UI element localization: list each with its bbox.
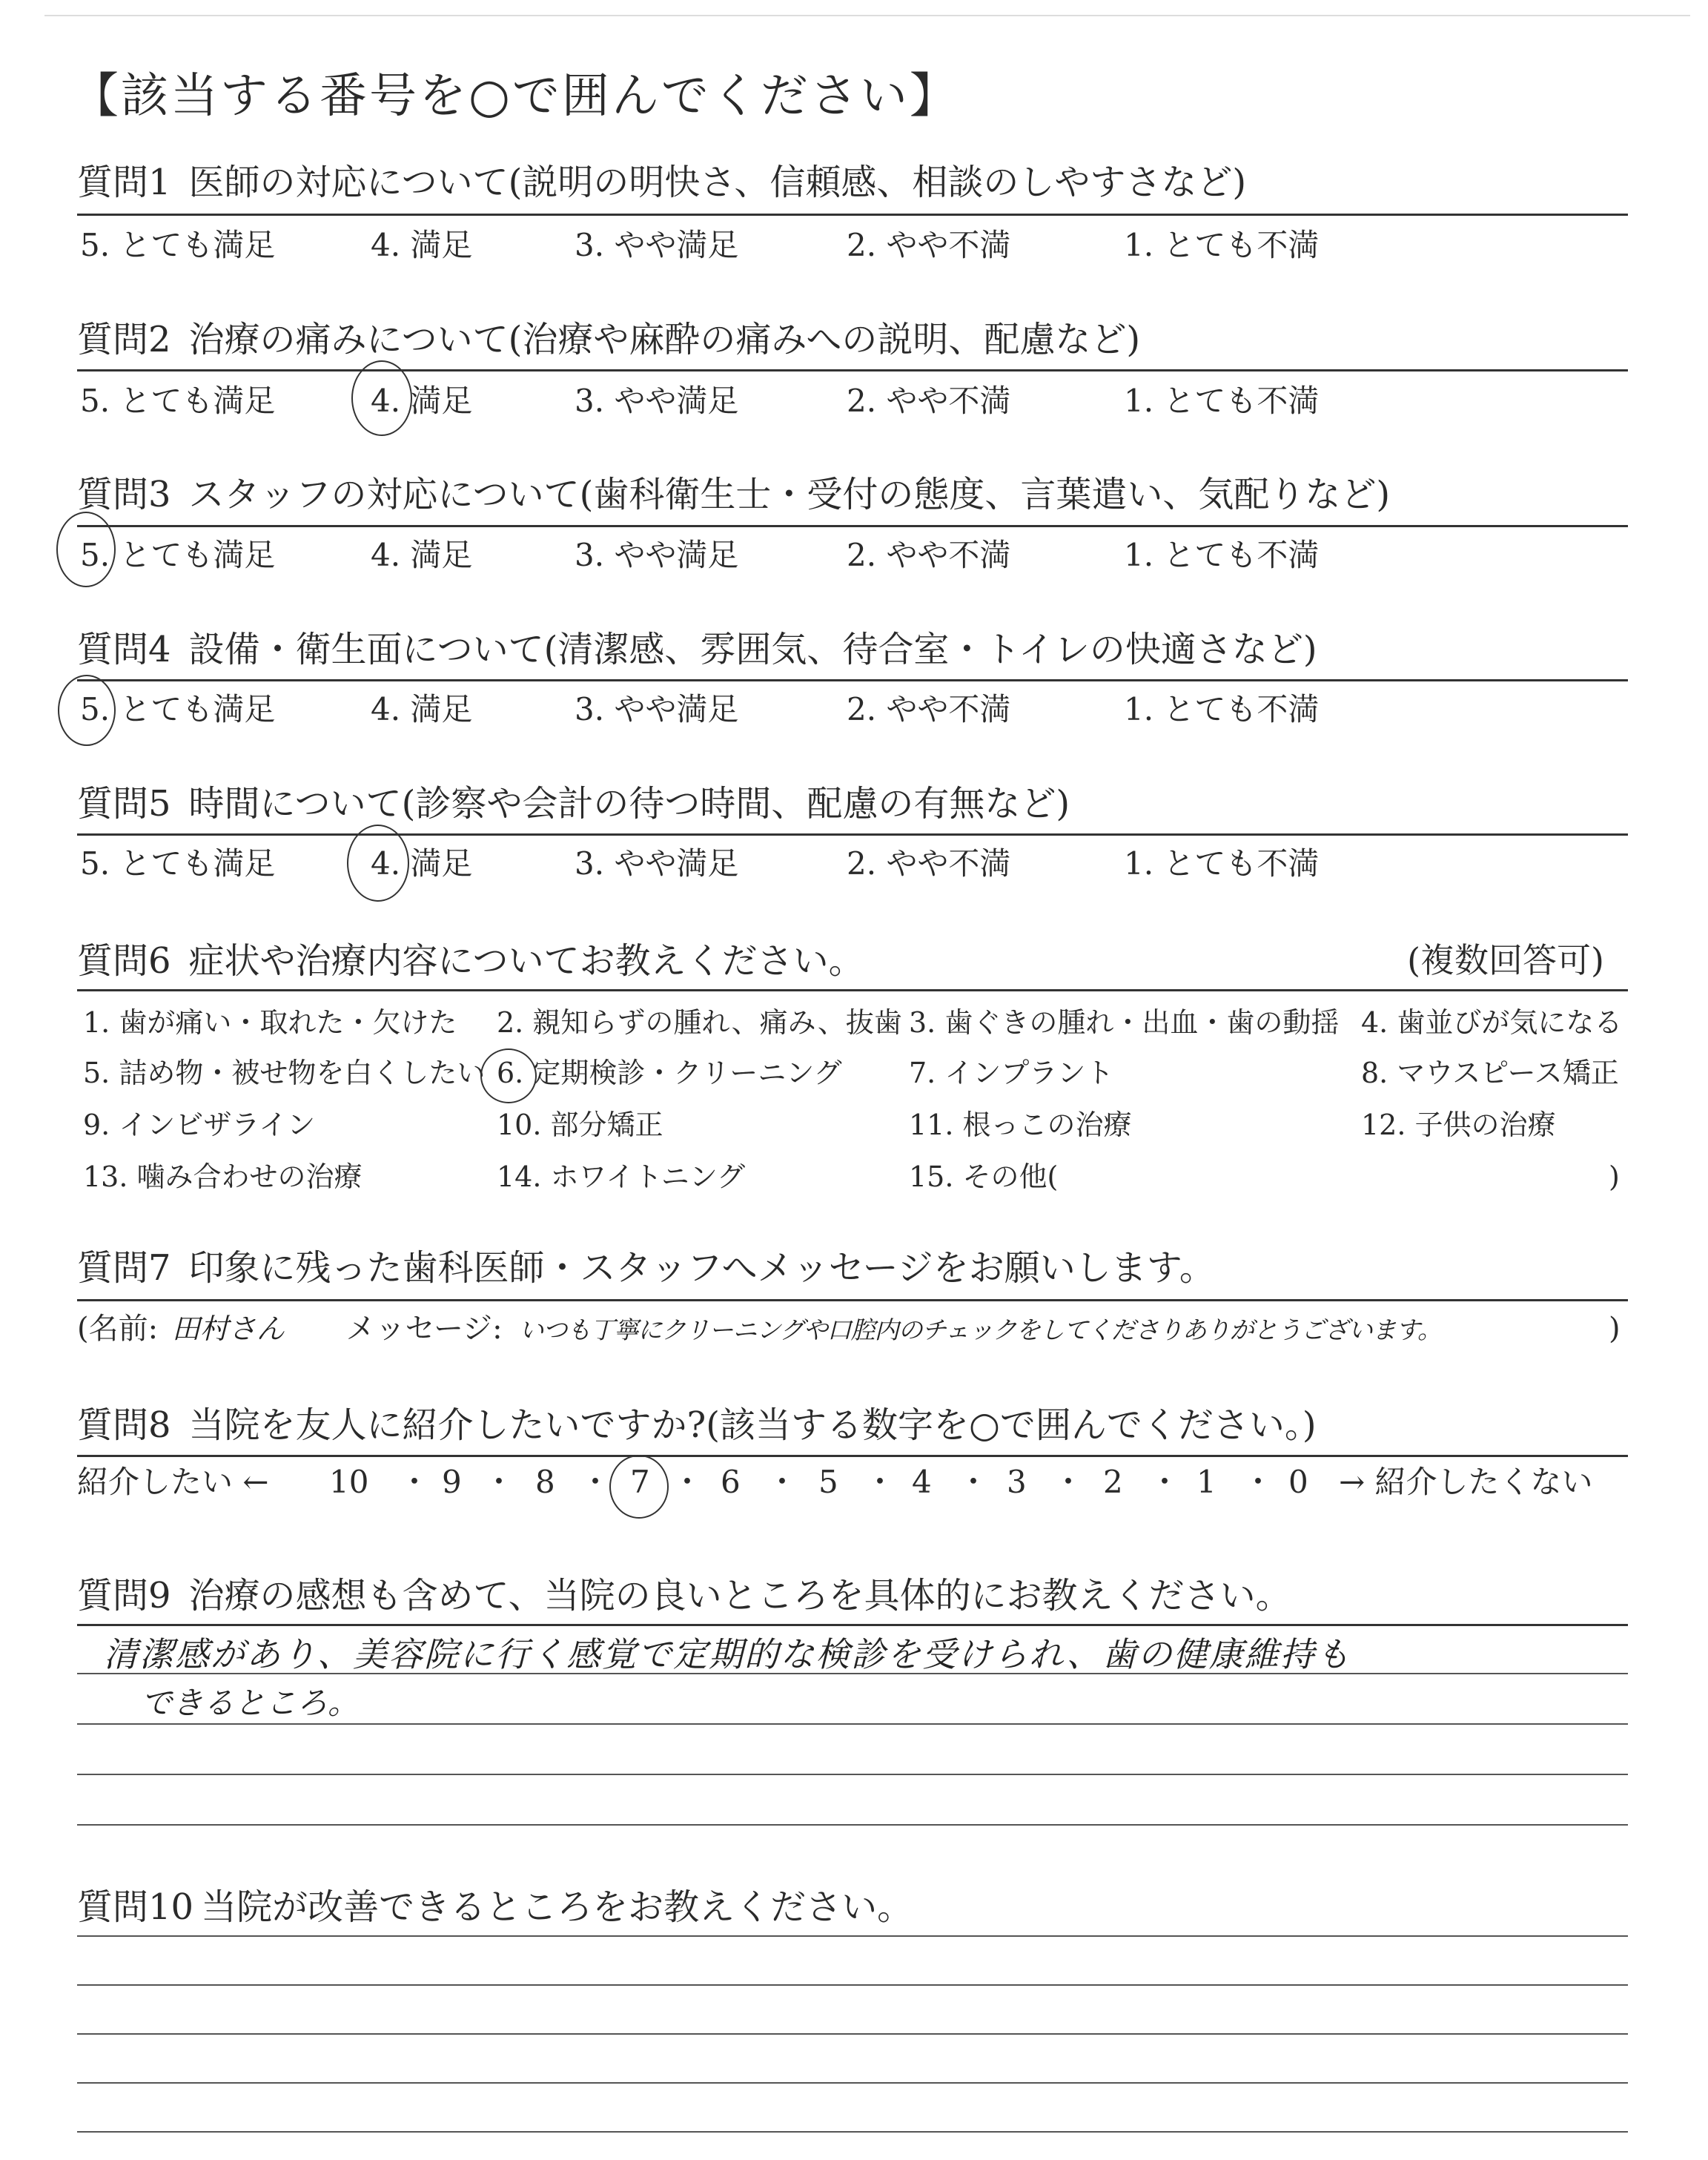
q3-option-2[interactable]: 2. やや不満 [847,537,1011,573]
q6-item-11[interactable]: 11. 根っこの治療 [909,1109,1132,1141]
q6-item-15-close: ) [1609,1160,1620,1193]
q4-option-2[interactable]: 2. やや不満 [847,691,1011,727]
q7-message-label: メッセージ: [345,1312,503,1346]
question-7-text: 印象に残った歯科医師・スタッフへメッセージをお願いします。 [188,1247,1215,1289]
q10-writing-line[interactable] [77,1935,1628,1937]
q6-item-13[interactable]: 13. 噛み合わせの治療 [83,1160,363,1193]
question-8-number: 質問8 [77,1404,171,1446]
q2-option-5[interactable]: 5. とても満足 [80,383,276,419]
question-4 [77,629,1317,670]
question-4-text: 設備・衛生面について(清潔感、雰囲気、待合室・トイレの快適さなど) [188,629,1317,670]
q5-option-5[interactable]: 5. とても満足 [80,845,276,882]
instruction-heading: 【該当する番号を○で囲んでください】 [71,69,959,124]
question-4-rule [77,679,1628,681]
q2-option-1[interactable]: 1. とても不満 [1124,383,1320,419]
q9-writing-line [77,1774,1628,1775]
q5-option-2[interactable]: 2. やや不満 [847,845,1011,882]
question-1-text: 医師の対応について(説明の明快さ、信頼感、相談のしやすさなど) [188,162,1247,203]
question-5 [77,783,1070,825]
q3-option-5[interactable]: 5. とても満足 [80,537,276,573]
q8-sep: ・ [864,1464,896,1500]
q8-scale-2[interactable]: 2 [1103,1464,1123,1500]
q2-option-2[interactable]: 2. やや不満 [847,383,1011,419]
q10-writing-line[interactable] [77,2082,1628,2084]
q8-scale-3[interactable]: 3 [1007,1464,1027,1500]
question-10-text: 当院が改善できるところをお教えください。 [201,1886,913,1928]
q9-writing-line [77,1723,1628,1725]
q5-option-3[interactable]: 3. やや満足 [575,845,739,882]
q5-selection-circle [347,825,409,902]
q6-item-8[interactable]: 8. マウスピース矯正 [1361,1057,1619,1089]
question-9-number: 質問9 [77,1575,171,1616]
q4-option-4[interactable]: 4. 満足 [371,691,473,727]
question-9-rule [77,1624,1628,1626]
q6-item-6[interactable]: 6. 定期検診・クリーニング [497,1057,842,1089]
q8-scale-1[interactable]: 1 [1196,1464,1217,1500]
q7-message-row [77,1314,1628,1344]
q2-option-4[interactable]: 4. 満足 [371,383,473,419]
question-6-note: (複数回答可) [1407,940,1604,980]
q1-option-2[interactable]: 2. やや不満 [847,227,1011,263]
q5-option-1[interactable]: 1. とても不満 [1124,845,1320,882]
question-2-number: 質問2 [77,319,171,360]
q6-item-14[interactable]: 14. ホワイトニング [497,1160,746,1193]
q8-sep: ・ [1149,1464,1181,1500]
q7-close-paren: ) [1609,1312,1621,1346]
q9-answer-line-2[interactable]: できるところ。 [141,1685,360,1721]
question-7 [77,1247,1215,1289]
q8-sep: ・ [483,1464,515,1500]
question-7-rule [77,1299,1628,1301]
q8-sep: ・ [580,1464,612,1500]
q6-item-9[interactable]: 9. インビザライン [83,1109,316,1141]
q8-right-label: → 紹介したくない [1339,1464,1593,1500]
question-8 [77,1404,1317,1446]
q2-option-3[interactable]: 3. やや満足 [575,383,739,419]
q9-writing-line [77,1673,1628,1674]
q4-option-5[interactable]: 5. とても満足 [80,691,276,727]
question-10 [77,1886,913,1928]
question-2-text: 治療の痛みについて(治療や麻酔の痛みへの説明、配慮など) [188,319,1141,360]
question-6-text: 症状や治療内容についてお教えください。 [188,940,864,982]
q6-item-4[interactable]: 4. 歯並びが気になる [1361,1006,1623,1039]
q9-answer-line-1[interactable]: 清潔感があり、美容院に行く感覚で定期的な検診を受けられ、歯の健康維持も [104,1634,1351,1674]
question-8-text: 当院を友人に紹介したいですか?(該当する数字を○で囲んでください。) [188,1404,1317,1446]
q8-scale-7[interactable]: 7 [630,1464,650,1500]
question-2-rule [77,369,1628,371]
question-3-rule [77,525,1628,527]
q8-sep: ・ [1242,1464,1274,1500]
q6-item-12[interactable]: 12. 子供の治療 [1361,1109,1556,1141]
q8-sep: ・ [1053,1464,1085,1500]
q6-selection-circle [480,1048,537,1103]
q1-option-5[interactable]: 5. とても満足 [80,227,276,263]
q6-item-3[interactable]: 3. 歯ぐきの腫れ・出血・歯の動揺 [909,1006,1340,1039]
q8-scale-4[interactable]: 4 [912,1464,932,1500]
q8-sep: ・ [767,1464,798,1500]
q8-sep: ・ [958,1464,990,1500]
question-6-number: 質問6 [77,940,171,982]
q5-option-4[interactable]: 4. 満足 [371,845,473,882]
question-4-number: 質問4 [77,629,171,670]
question-9-text: 治療の感想も含めて、当院の良いところを具体的にお教えください。 [188,1575,1291,1616]
question-1-number: 質問1 [77,162,171,203]
question-6-rule [77,989,1628,991]
q7-name-label: (名前: [77,1312,159,1346]
question-1 [77,162,1247,203]
q2-selection-circle [351,360,412,436]
q1-option-4[interactable]: 4. 満足 [371,227,473,263]
q3-option-1[interactable]: 1. とても不満 [1124,537,1320,573]
q8-scale-9[interactable]: 9 [442,1464,462,1500]
q8-selection-circle [609,1455,669,1519]
question-3-number: 質問3 [77,474,171,515]
q3-option-3[interactable]: 3. やや満足 [575,537,739,573]
q8-scale-5[interactable]: 5 [818,1464,838,1500]
q8-left-label: 紹介したい ← [77,1464,269,1500]
question-5-text: 時間について(診察や会計の待つ時間、配慮の有無など) [188,783,1070,825]
q10-writing-line[interactable] [77,2033,1628,2035]
q3-option-4[interactable]: 4. 満足 [371,537,473,573]
question-5-rule [77,833,1628,836]
q8-sep: ・ [399,1464,431,1500]
q6-item-10[interactable]: 10. 部分矯正 [497,1109,663,1141]
q10-writing-line[interactable] [77,2131,1628,2133]
q4-option-3[interactable]: 3. やや満足 [575,691,739,727]
q10-writing-line[interactable] [77,1984,1628,1986]
q1-option-1[interactable]: 1. とても不満 [1124,227,1320,263]
q8-scale-0[interactable]: 0 [1288,1464,1308,1500]
q4-selection-circle [58,675,116,746]
question-8-rule [77,1455,1628,1457]
q8-sep: ・ [672,1464,704,1500]
question-2 [77,319,1141,360]
question-6 [77,940,864,982]
q1-option-3[interactable]: 3. やや満足 [575,227,739,263]
q8-scale-8[interactable]: 8 [535,1464,555,1500]
q6-item-7[interactable]: 7. インプラント [909,1057,1114,1089]
question-7-number: 質問7 [77,1247,171,1289]
q7-name-value[interactable]: 田村さん [171,1312,285,1345]
q6-item-15[interactable]: 15. その他( [909,1160,1059,1193]
q9-writing-line [77,1824,1628,1826]
question-9 [77,1575,1291,1616]
q6-item-5[interactable]: 5. 詰め物・被せ物を白くしたい [83,1057,486,1089]
top-edge-line [44,15,1690,16]
q8-scale-10[interactable]: 10 [329,1464,369,1500]
q8-scale-6[interactable]: 6 [721,1464,741,1500]
q4-option-1[interactable]: 1. とても不満 [1124,691,1320,727]
q6-item-2[interactable]: 2. 親知らずの腫れ、痛み、抜歯 [497,1006,902,1039]
question-10-number: 質問10 [77,1886,194,1928]
question-3 [77,474,1391,515]
question-1-rule [77,214,1628,216]
q7-message-value[interactable]: いつも丁寧にクリーニングや口腔内のチェックをしてくださりありがとうございます。 [519,1315,1442,1344]
q3-selection-circle [56,512,116,587]
q6-item-1[interactable]: 1. 歯が痛い・取れた・欠けた [83,1006,457,1039]
question-5-number: 質問5 [77,783,171,825]
question-3-text: スタッフの対応について(歯科衛生士・受付の態度、言葉遣い、気配りなど) [188,474,1391,515]
